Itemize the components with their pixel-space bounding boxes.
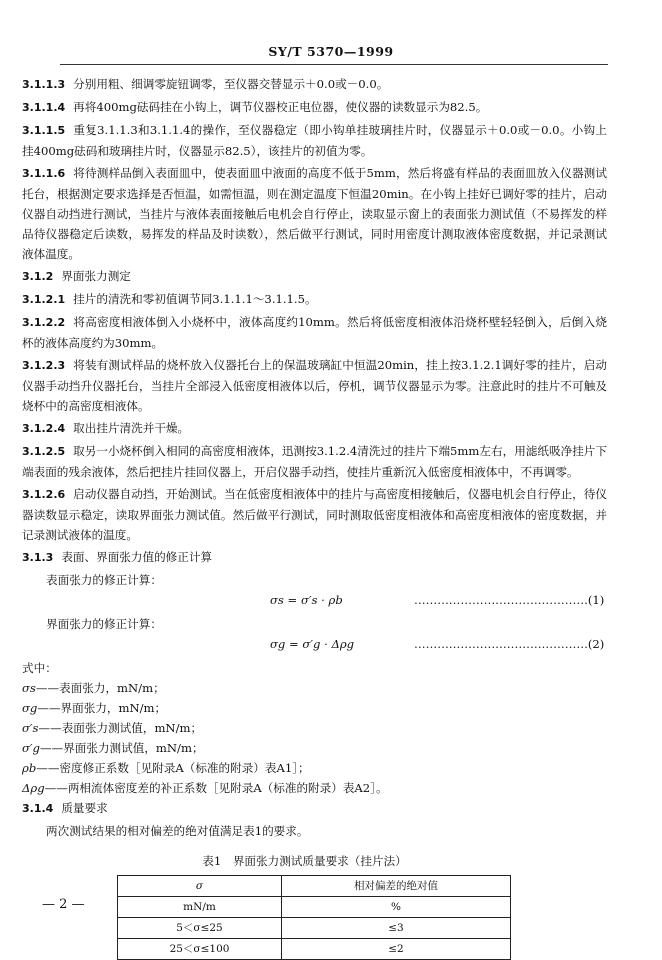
where-items xyxy=(22,678,607,798)
symbol-description: ——表面张力测试值，mN/m； xyxy=(38,721,203,735)
clause-text: 挂片的清洗和零初值调节同3.1.1.1～3.1.1.5。 xyxy=(73,292,317,306)
page-number: — 2 — xyxy=(42,897,85,912)
symbol: σ′g xyxy=(22,741,40,755)
section-number: 3.1.4 xyxy=(22,802,54,815)
table-header-cell: % xyxy=(282,897,511,918)
interface-formula-label: 界面张力的修正计算： xyxy=(46,617,162,631)
clause-text: 取另一小烧杯倒入相同的高密度相液体，迅测按3.1.2.4清洗过的挂片下端5mm左右，用滤纸吸净挂片下端表面的残余液体，然后把挂片挂回仪器上，开启仪器手动挡，使挂片重新沉入低密度相液体中，不再调零。 xyxy=(22,444,607,479)
table-header-cell: mN/m xyxy=(118,897,282,918)
paragraph xyxy=(22,355,607,416)
symbol-description: ——表面张力，mN/m； xyxy=(35,681,165,695)
paragraph xyxy=(22,163,607,264)
symbol-definition xyxy=(22,718,607,738)
paragraph xyxy=(22,120,607,161)
formula-1 xyxy=(22,590,607,614)
clause-text: 将待测样品倒入表面皿中，使表面皿中液面的高度不低于5mm，然后将盛有样品的表面皿放入仪器测试托台，根据测定要求选择是否恒温，如需恒温，则在测定温度下恒温20min。在小钩上挂好已调好零的挂片，启动仪器自动挡进行测试，当挂片与液体表面接触后电机会自行停止，读取显示窗上的表面张力测试值（不易挥发的样品待仪器稳定后读数，易挥发的样品及时读数），然后做平行测试，同时用密度计测取液体密度数据，并记录测试液体温度。 xyxy=(22,166,607,261)
clause-text: 再将400mg砝码挂在小钩上，调节仪器校正电位器，使仪器的读数显示为82.5。 xyxy=(73,100,488,114)
table-cell: ≤3 xyxy=(282,918,511,939)
clause-number: 3.1.2.4 xyxy=(22,422,66,435)
table-cell: ≤2 xyxy=(282,939,511,960)
header-rule xyxy=(60,64,608,65)
formula-2-expression: σg = σ′g · Δρg xyxy=(270,637,355,651)
clause-text: 取出挂片清洗并干燥。 xyxy=(73,421,190,435)
clause-number: 3.1.3 xyxy=(22,551,54,564)
table-header-row xyxy=(118,876,511,897)
clause-text: 界面张力测定 xyxy=(61,269,131,283)
formula-2-leader: ………………………………………(2) xyxy=(414,637,605,651)
where-block xyxy=(22,658,607,798)
clause-number: 3.1.2.3 xyxy=(22,359,66,372)
symbol: ρb xyxy=(22,761,37,775)
paragraph xyxy=(22,418,607,439)
section-title: 质量要求 xyxy=(61,801,108,815)
paragraph xyxy=(22,97,607,118)
symbol-definition xyxy=(22,758,607,778)
table-header-cell: σ xyxy=(118,876,282,897)
quality-text: 两次测试结果的相对偏差的绝对值满足表1的要求。 xyxy=(46,824,309,838)
clause-text: 启动仪器自动挡，开始测试。当在低密度相液体中的挂片与高密度相接触后，仪器电机会自行停止，待仪器读数显示稳定，读取界面张力测试值。然后做平行测试，同时测取低密度相液体和高密度相液体的密度数据，并记录测试液体的温度。 xyxy=(22,487,607,542)
formula-1-leader: ………………………………………(1) xyxy=(414,593,605,607)
table-header-row xyxy=(118,897,511,918)
paragraph xyxy=(22,484,607,545)
clause-number: 3.1.2.6 xyxy=(22,488,66,501)
formula-2-number: (2) xyxy=(587,637,605,651)
symbol: σ′s xyxy=(22,721,39,735)
clause-number: 3.1.1.5 xyxy=(22,124,66,137)
formula-1-expression: σs = σ′s · ρb xyxy=(270,593,343,607)
table-cell: 25＜σ≤100 xyxy=(118,939,282,960)
clause-number: 3.1.2 xyxy=(22,270,54,283)
symbol-description: ——界面张力，mN/m； xyxy=(37,701,167,715)
clause-number: 3.1.2.1 xyxy=(22,293,66,306)
table-row xyxy=(118,918,511,939)
symbol-description: ——两相流体密度差的补正系数［见附录A（标准的附录）表A2］。 xyxy=(44,781,388,795)
paragraph xyxy=(22,441,607,482)
symbol: σs xyxy=(22,681,36,695)
where-lead: 式中： xyxy=(22,661,57,675)
symbol-description: ——密度修正系数［见附录A（标准的附录）表A1］； xyxy=(36,761,310,775)
paragraph xyxy=(22,74,607,95)
formula-2 xyxy=(22,634,607,658)
clause-text: 分别用粗、细调零旋钮调零，至仪器交替显示＋0.0或－0.0。 xyxy=(73,77,389,91)
formula-1-number: (1) xyxy=(587,593,605,607)
quality-table xyxy=(117,875,511,960)
clause-text: 将高密度相液体倒入小烧杯中，液体高度约10mm。然后将低密度相液体沿烧杯壁轻轻倒入，后倒入烧杯的液体高度约为30mm。 xyxy=(22,315,607,350)
paragraph xyxy=(22,289,607,310)
paragraph xyxy=(22,312,607,353)
clause-number: 3.1.2.2 xyxy=(22,316,66,329)
clause-text: 重复3.1.1.3和3.1.1.4的操作，至仪器稳定（即小钩单挂玻璃挂片时，仪器显示＋0.0或－0.0。小钩上挂400mg砝码和玻璃挂片时，仪器显示82.5），该挂片的初值为零。 xyxy=(22,123,607,158)
symbol-definition xyxy=(22,778,607,798)
clause-text: 将装有测试样品的烧杯放入仪器托台上的保温玻璃缸中恒温20min，挂上按3.1.2.1调好零的挂片，启动仪器手动挡升仪器托台，当挂片全部浸入低密度相液体以后，停机，调节仪器显示为零。注意此时的挂片不可触及烧杯中的高密度相液体。 xyxy=(22,358,607,413)
symbol-definition xyxy=(22,738,607,758)
paragraph xyxy=(22,547,607,568)
clause-number: 3.1.2.5 xyxy=(22,445,66,458)
document-body xyxy=(22,74,607,960)
table-row xyxy=(118,939,511,960)
clause-number: 3.1.1.4 xyxy=(22,101,66,114)
clause-text: 表面、界面张力值的修正计算 xyxy=(61,550,213,564)
table-cell: 5＜σ≤25 xyxy=(118,918,282,939)
clause-number: 3.1.1.6 xyxy=(22,167,66,180)
clause-number: 3.1.1.3 xyxy=(22,78,66,91)
page-header: SY/T 5370—1999 xyxy=(268,44,394,59)
table-header-cell: 相对偏差的绝对值 xyxy=(282,876,511,897)
symbol: σg xyxy=(22,701,38,715)
symbol: Δρg xyxy=(22,781,45,795)
symbol-definition xyxy=(22,698,607,718)
symbol-definition xyxy=(22,678,607,698)
table-caption: 表1 界面张力测试质量要求（挂片法） xyxy=(202,854,407,868)
paragraph xyxy=(22,266,607,287)
surface-formula-label: 表面张力的修正计算： xyxy=(46,573,162,587)
symbol-description: ——界面张力测试值，mN/m； xyxy=(39,741,204,755)
quality-section xyxy=(22,798,607,819)
paragraph-list xyxy=(22,74,607,568)
